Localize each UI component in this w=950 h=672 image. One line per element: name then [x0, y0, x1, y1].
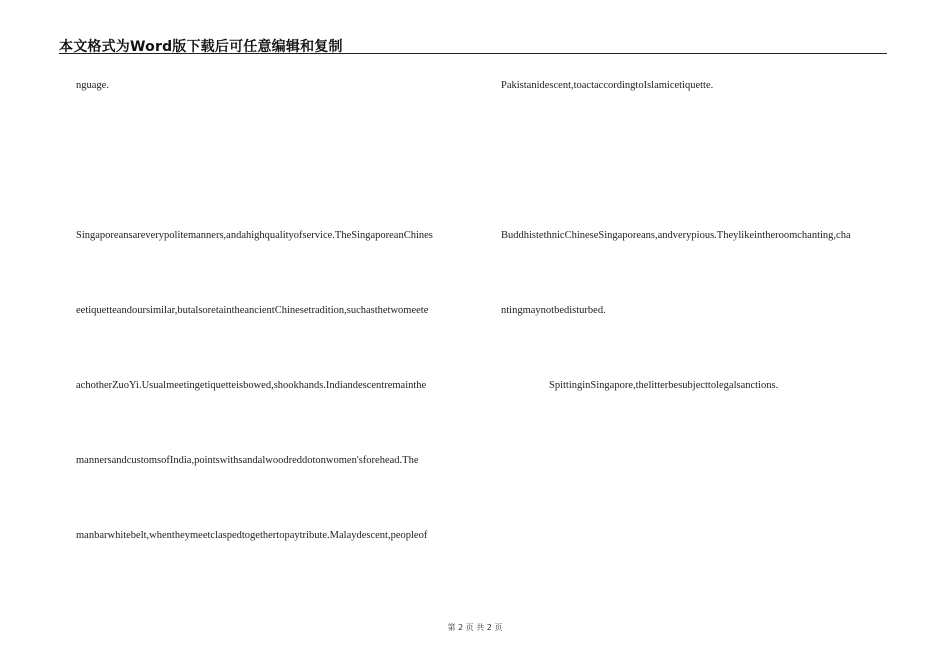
left-line-6: manbarwhitebelt,whentheymeetclaspedtogethertopaytribute.Malaydescent,peopleof	[76, 530, 428, 541]
left-line-4: achotherZuoYi.Usualmeetingetiquetteisbowed,shookhands.Indiandescentremainthe	[76, 380, 427, 391]
left-line-3: eetiquetteandoursimilar,butalsoretaintheancientChinesetradition,suchasthetwomeete	[76, 305, 429, 316]
right-line-2: BuddhistethnicChineseSingaporeans,andverypious.Theylikeintheroomchanting,cha	[501, 230, 851, 241]
left-line-5: mannersandcustomsofIndia,pointswithsandalwoodreddotonwomen'sforehead.The	[76, 455, 419, 466]
right-line-3: ntingmaynotbedisturbed.	[501, 305, 606, 316]
page-number-footer: 第 2 页 共 2 页	[447, 623, 503, 632]
right-line-1: Pakistanidescent,toactaccordingtoIslamicetiquette.	[501, 80, 714, 91]
right-line-4: SpittinginSingapore,thelitterbesubjecttolegalsanctions.	[549, 380, 779, 391]
left-line-1: nguage.	[76, 80, 109, 91]
header-divider	[59, 53, 887, 54]
left-line-2: Singaporeansareverypolitemanners,andahighqualityofservice.TheSingaporeanChines	[76, 230, 433, 241]
document-header-title: 本文格式为Word版下载后可任意编辑和复制	[59, 39, 343, 55]
